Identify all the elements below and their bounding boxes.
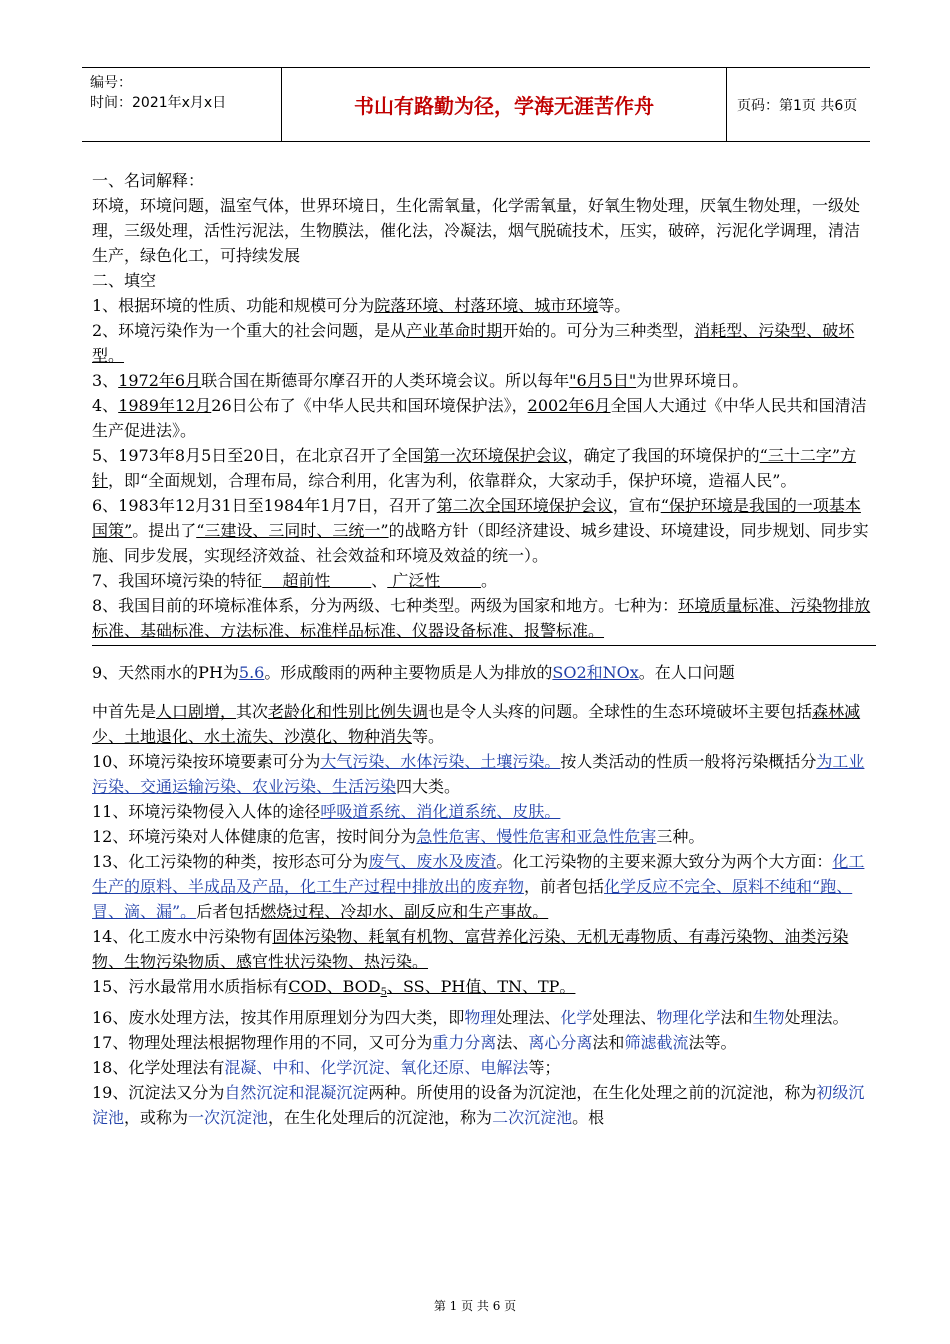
question-15: 15、污水最常用水质指标有COD、$BOD_5$、SS、PH值、TN、TP。 [92,977,576,998]
question-7: 7、我国环境污染的特征 超前性 、 广泛性 。 [92,571,498,590]
number-label: 编号： [90,75,132,91]
time-label: 时间：2021年x月x日 [90,95,227,111]
section-heading-2: 二、填空 [92,271,157,290]
question-19: 19、沉淀法又分为自然沉淀和混凝沉淀两种。所使用的设备为沉淀池，在生化处理之前的沉淀池，称为初级沉淀池，或称为一次沉淀池，在生化处理后的沉淀池，称为二次沉淀池。根 [92,1083,865,1127]
document-body [92,168,872,1130]
question-17: 17、物理处理法根据物理作用的不同，又可分为重力分离法、离心分离法和筛滤截流法等。 [92,1033,737,1052]
header-table [82,67,870,142]
section-heading-1: 一、名词解释： [92,171,205,190]
question-13: 13、化工污染物的种类，按形态可分为废气、废水及废渣。化工污染物的主要来源大致分为两个大方面：化工生产的原料、半成品及产品，化工生产过程中排放出的废弃物，前者包括化学反应不完全、原料不纯和“跑、冒、滴、漏”。后者包括燃烧过程、冷却水、副反应和生产事故。 [92,852,865,921]
question-12: 12、环境污染对人体健康的危害，按时间分为急性危害、慢性危害和亚急性危害三种。 [92,827,705,846]
terms-paragraph: 环境，环境问题，温室气体，世界环境日，生化需氧量，化学需氧量，好氧生物处理，厌氧生物处理，一级处理，三级处理，活性污泥法，生物膜法，催化法，冷凝法，烟气脱硫技术，压实，破碎，污泥化学调理，清洁生产，绿色化工，可持续发展 [92,196,861,265]
question-8: 8、我国目前的环境标准体系，分为两级、七种类型。两级为国家和地方。七种为：环境质量标准、污染物排放标准、基础标准、方法标准、标准样品标准、仪器设备标准、报警标准。 [92,596,871,640]
question-6: 6、1983年12月31日至1984年1月7日，召开了第二次全国环境保护会议，宣布“保护环境是我国的一项基本国策”。提出了“三建设、三同时、三统一”的战略方针（即经济建设、城乡建设、环境建设，同步规划、同步实施、同步发展，实现经济效益、社会效益和环境及效益的统一）。 [92,496,869,565]
question-1: 1、根据环境的性质、功能和规模可分为院落环境、村落环境、城市环境等。 [92,296,631,315]
question-11: 11、环境污染物侵入人体的途径呼吸道系统、消化道系统、皮肤。 [92,802,561,821]
question-10: 10、环境污染按环境要素可分为大气污染、水体污染、土壤污染。按人类活动的性质一般将污染概括分为工业污染、交通运输污染、农业污染、生活污染四大类。 [92,752,865,796]
question-18: 18、化学处理法有混凝、中和、化学沉淀、氧化还原、电解法等； [92,1058,561,1077]
motto: 书山有路勤为径，学海无涯苦作舟 [282,68,727,141]
question-16: 16、废水处理方法，按其作用原理划分为四大类，即物理处理法、化学处理法、物理化学法和生物处理法。 [92,1008,849,1027]
page-label: 页码：第1页 共6页 [737,97,858,114]
page-footer: 第 1 页 共 6 页 [433,1299,517,1313]
question-14: 14、化工废水中污染物有固体污染物、耗氧有机物、富营养化污染、无机无毒物质、有毒污染物、油类污染物、生物污染物质、感官性状污染物、热污染。 [92,927,849,971]
question-2: 2、环境污染作为一个重大的社会问题，是从产业革命时期开始的。可分为三种类型，消耗型、污染型、破坏型。 [92,321,855,365]
header-left-cell [82,68,282,141]
question-4: 4、1989年12月26日公布了《中华人民共和国环境保护法》，2002年6月全国人大通过《中华人民共和国清洁生产促进法》。 [92,396,867,440]
question-9: 9、天然雨水的PH为5.6。形成酸雨的两种主要物质是人为排放的SO2和NOx。在人口问题 [92,663,735,682]
question-9-cont: 中首先是人口剧增，其次老龄化和性别比例失调也是令人头疼的问题。全球性的生态环境破坏主要包括森林减少、土地退化、水土流失、沙漠化、物种消失等。 [92,702,861,746]
question-3: 3、1972年6月联合国在斯德哥尔摩召开的人类环境会议。所以每年"6月5日"为世界环境日。 [92,371,749,390]
question-5: 5、1973年8月5日至20日，在北京召开了全国第一次环境保护会议，确定了我国的环境保护的“三十二字”方针，即“全面规划，合理布局，综合利用，化害为利，依靠群众，大家动手，保护环境，造福人民”。 [92,446,857,490]
